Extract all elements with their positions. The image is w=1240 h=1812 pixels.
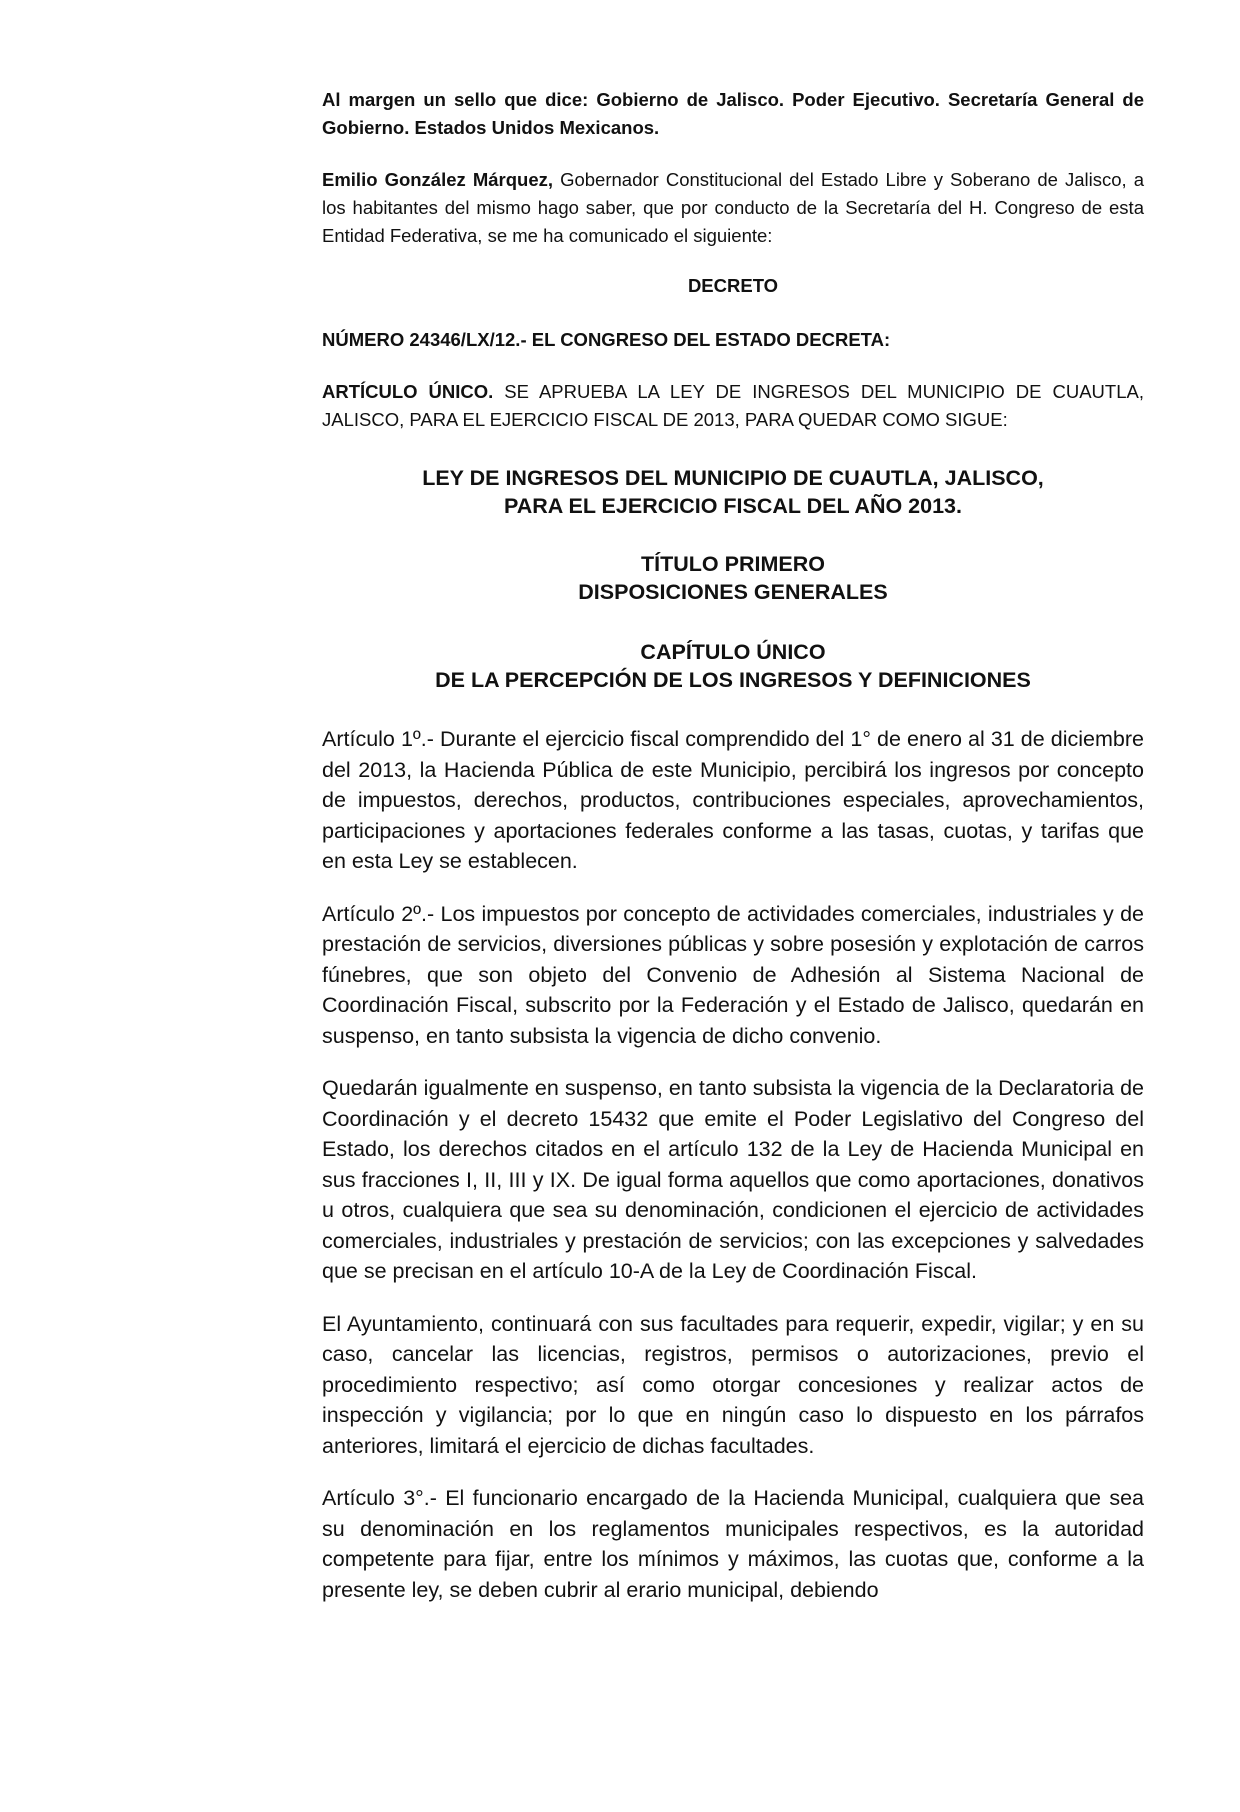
article-unico-text: SE APRUEBA LA LEY DE INGRESOS DEL MUNICIPIO DE CUAUTLA, JALISCO, PARA EL EJERCICIO FISCAL DE 2013, PARA QUEDAR COMO SIGUE: bbox=[322, 381, 1144, 430]
paragraph-ayuntamiento: El Ayuntamiento, continuará con sus facultades para requerir, expedir, vigilar; y en su caso, cancelar las licencias, registros, permisos o autorizaciones, previo el procedimiento respectivo; así como otorgar concesiones y realizar actos de inspección y vigilancia; por lo que en ningún caso lo dispuesto en los párrafos anteriores, limitará el ejercicio de dichas facultades. bbox=[322, 1311, 1144, 1458]
paragraph-article-3: Artículo 3°.- El funcionario encargado de la Hacienda Municipal, cualquiera que sea su denominación en los reglamentos municipales respectivos, es la autoridad competente para fijar, entre los mínimos y máximos, las cuotas que, conforme a la presente ley, se deben cubrir al erario municipal, debiendo bbox=[322, 1486, 1144, 1602]
chapter-heading-line2: DE LA PERCEPCIÓN DE LOS INGRESOS Y DEFINICIONES bbox=[435, 668, 1031, 692]
law-title bbox=[322, 464, 1144, 520]
chapter-heading-line1: CAPÍTULO ÚNICO bbox=[640, 640, 826, 664]
paragraph-suspension: Quedarán igualmente en suspenso, en tanto subsista la vigencia de la Declaratoria de Coordinación y el decreto 15432 que emite el Poder Legislativo del Congreso del Estado, los derechos citados en el artículo 132 de la Ley de Hacienda Municipal en sus fracciones I, II, III y IX. De igual forma aquellos que como aportaciones, donativos u otros, cualquiera que sea su denominación, condicionen el ejercicio de actividades comerciales, industriales y prestación de servicios; con las excepciones y salvedades que se precisan en el artículo 10-A de la Ley de Coordinación Fiscal. bbox=[322, 1076, 1144, 1283]
paragraph-article-1: Artículo 1º.- Durante el ejercicio fiscal comprendido del 1° de enero al 31 de diciembre del 2013, la Hacienda Pública de este Municipio, percibirá los ingresos por concepto de impuestos, derechos, productos, contribuciones especiales, aprovechamientos, participaciones y aportaciones federales conforme a las tasas, cuotas, y tarifas que en esta Ley se establecen. bbox=[322, 727, 1144, 873]
chapter-heading bbox=[322, 638, 1144, 694]
document-page bbox=[322, 86, 1144, 1627]
seal-notice: Al margen un sello que dice: Gobierno de Jalisco. Poder Ejecutivo. Secretaría General de Gobierno. Estados Unidos Mexicanos. bbox=[322, 89, 1144, 138]
article-unico bbox=[322, 378, 1144, 434]
governor-text: Gobernador Constitucional del Estado Libre y Soberano de Jalisco, a los habitantes del mismo hago saber, que por conducto de la Secretaría del H. Congreso de esta Entidad Federativa, se me ha comunicado el siguiente: bbox=[322, 169, 1144, 246]
governor-name: Emilio González Márquez, bbox=[322, 169, 554, 190]
title-heading bbox=[322, 550, 1144, 606]
decree-heading: DECRETO bbox=[687, 275, 779, 296]
law-title-line1: LEY DE INGRESOS DEL MUNICIPIO DE CUAUTLA, JALISCO, bbox=[422, 466, 1044, 490]
law-title-line2: PARA EL EJERCICIO FISCAL DEL AÑO 2013. bbox=[504, 494, 962, 518]
title-heading-line2: DISPOSICIONES GENERALES bbox=[578, 580, 888, 604]
decree-number: NÚMERO 24346/LX/12.- EL CONGRESO DEL ESTADO DECRETA: bbox=[322, 329, 891, 350]
paragraph-article-2: Artículo 2º.- Los impuestos por concepto de actividades comerciales, industriales y de prestación de servicios, diversiones públicas y sobre posesión y explotación de carros fúnebres, que son objeto del Convenio de Adhesión al Sistema Nacional de Coordinación Fiscal, subscrito por la Federación y el Estado de Jalisco, quedarán en suspenso, en tanto subsista la vigencia de dicho convenio. bbox=[322, 901, 1144, 1048]
article-unico-label: ARTÍCULO ÚNICO. bbox=[322, 381, 494, 402]
title-heading-line1: TÍTULO PRIMERO bbox=[641, 552, 825, 576]
governor-statement bbox=[322, 166, 1144, 250]
